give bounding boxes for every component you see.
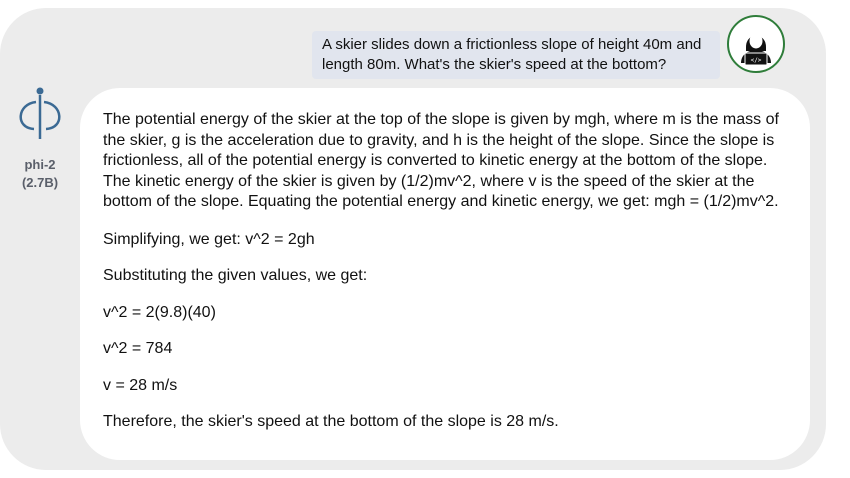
user-message-text: A skier slides down a frictionless slope of height 40m and length 80m. What's the skier's speed at the bottom? (322, 36, 702, 73)
model-size: (2.7B) (21, 175, 59, 190)
answer-paragraph: v^2 = 784 (103, 340, 173, 357)
answer-paragraph: Substituting the given values, we get: (103, 267, 368, 284)
answer-paragraph: Simplifying, we get: v^2 = 2gh (103, 230, 315, 248)
answer-paragraph: v = 28 m/s (103, 376, 178, 394)
answer-paragraph: The potential energy of the skier at the top of the slope is given by mgh, where m is the mass of the skier, g is the acceleration due to gravity, and h is the height of the slope. Since the slope is frictionless, all of the potential energy is converted to kinetic energy at the bottom of the slope. The kinetic energy of the skier is given by (1/2)mv^2, where v is the speed of the skier at the bottom of the slope. Equating the potential energy and kinetic energy, we get: mgh = (1/2)mv^2. (103, 111, 779, 210)
phi-logo-icon (12, 84, 70, 142)
assistant-message-bubble (80, 88, 810, 460)
model-name: phi-2 (24, 157, 56, 172)
answer-paragraph: v^2 = 2(9.8)(40) (103, 303, 216, 321)
model-label (8, 156, 72, 192)
phi-logo (12, 84, 70, 142)
svg-text:</>: </> (750, 57, 762, 64)
user-avatar (727, 15, 785, 73)
user-message-bubble (312, 31, 720, 79)
answer-paragraph: Therefore, the skier's speed at the bottom of the slope is 28 m/s. (103, 413, 559, 430)
person-laptop-icon (729, 17, 783, 71)
